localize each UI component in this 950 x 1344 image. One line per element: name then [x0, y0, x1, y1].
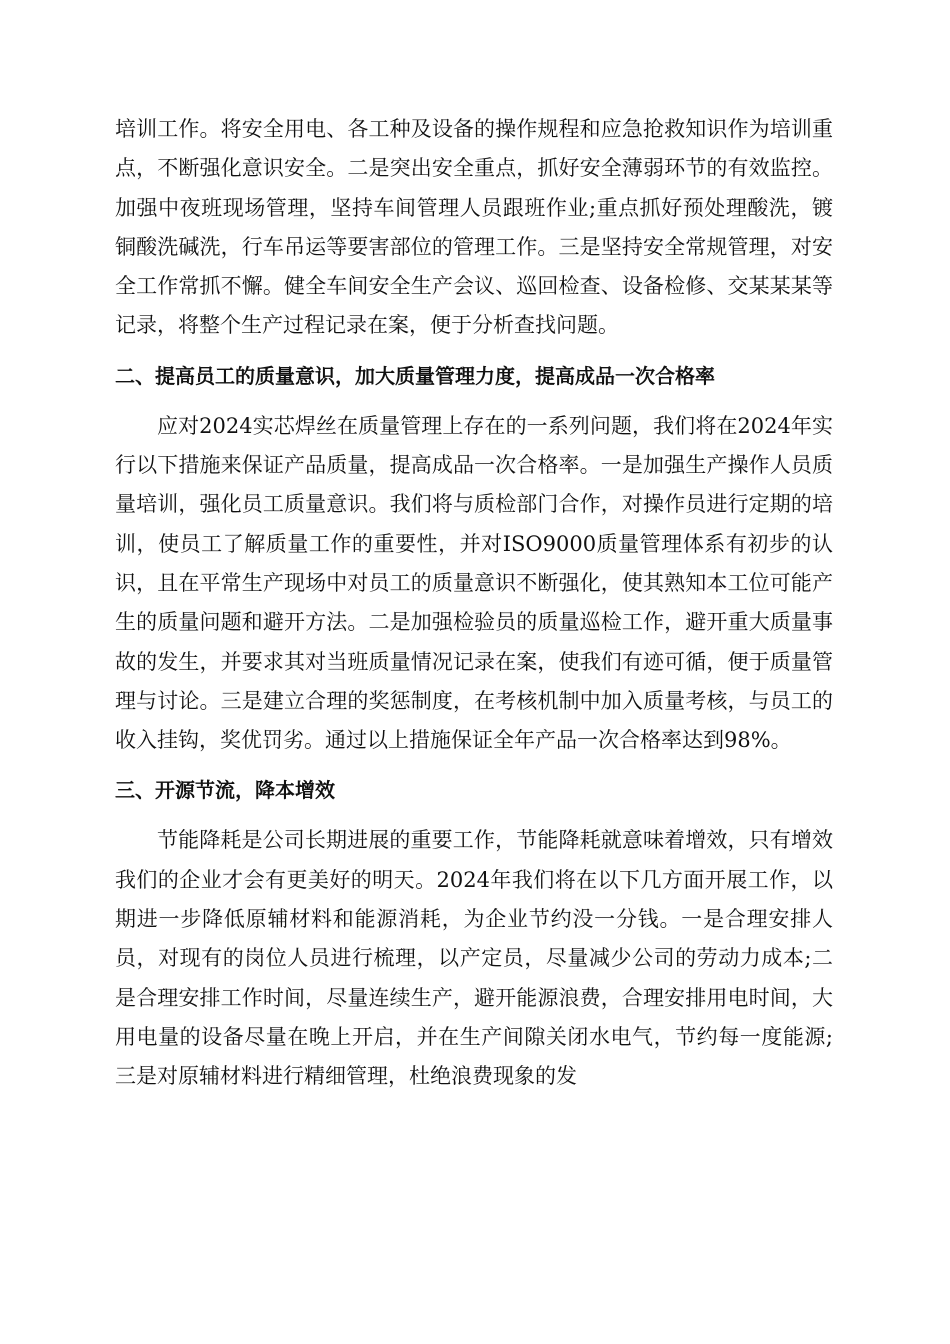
paragraph-quality-measures: 应对2024实芯焊丝在质量管理上存在的一系列问题，我们将在2024年实行以下措施来保证产品质量，提高成品一次合格率。一是加强生产操作人员质量培训，强化员工质量意识。我们将与质检部门合作，对操作员进行定期的培训，使员工了解质量工作的重要性，并对ISO9000质量管理体系有初步的认识，且在平常生产现场中对员工的质量意识不断强化，使其熟知本工位可能产生的质量问题和避开方法。二是加强检验员的质量巡检工作，避开重大质量事故的发生，并要求其对当班质量情况记录在案，使我们有迹可循，便于质量管理与讨论。三是建立合理的奖惩制度，在考核机制中加入质量考核，与员工的收入挂钩，奖优罚劣。通过以上措施保证全年产品一次合格率达到98%。 [115, 413, 833, 753]
section-heading-quality: 二、提高员工的质量意识，加大质量管理力度，提高成品一次合格率 [115, 363, 715, 388]
paragraph-energy-saving: 节能降耗是公司长期进展的重要工作，节能降耗就意味着增效，只有增效我们的企业才会有更美好的明天。2024年我们将在以下几方面开展工作，以期进一步降低原辅材料和能源消耗，为企业节约没一分钱。一是合理安排人员，对现有的岗位人员进行梳理，以产定员，尽量减少公司的劳动力成本;二是合理安排工作时间，尽量连续生产，避开能源浪费，合理安排用电时间，大用电量的设备尽量在晚上开启，并在生产间隙关闭水电气，节约每一度能源;三是对原辅材料进行精细管理，杜绝浪费现象的发 [115, 828, 833, 1089]
section-heading-cost-reduction: 三、开源节流，降本增效 [115, 778, 335, 803]
document-body [115, 110, 833, 1097]
paragraph-safety-training: 培训工作。将安全用电、各工种及设备的操作规程和应急抢救知识作为培训重点，不断强化意识安全。二是突出安全重点，抓好安全薄弱环节的有效监控。加强中夜班现场管理，坚持车间管理人员跟班作业;重点抓好预处理酸洗，镀铜酸洗碱洗，行车吊运等要害部位的管理工作。三是坚持安全常规管理，对安全工作常抓不懈。健全车间安全生产会议、巡回检查、设备检修、交某某某等记录，将整个生产过程记录在案，便于分析查找问题。 [115, 117, 833, 338]
